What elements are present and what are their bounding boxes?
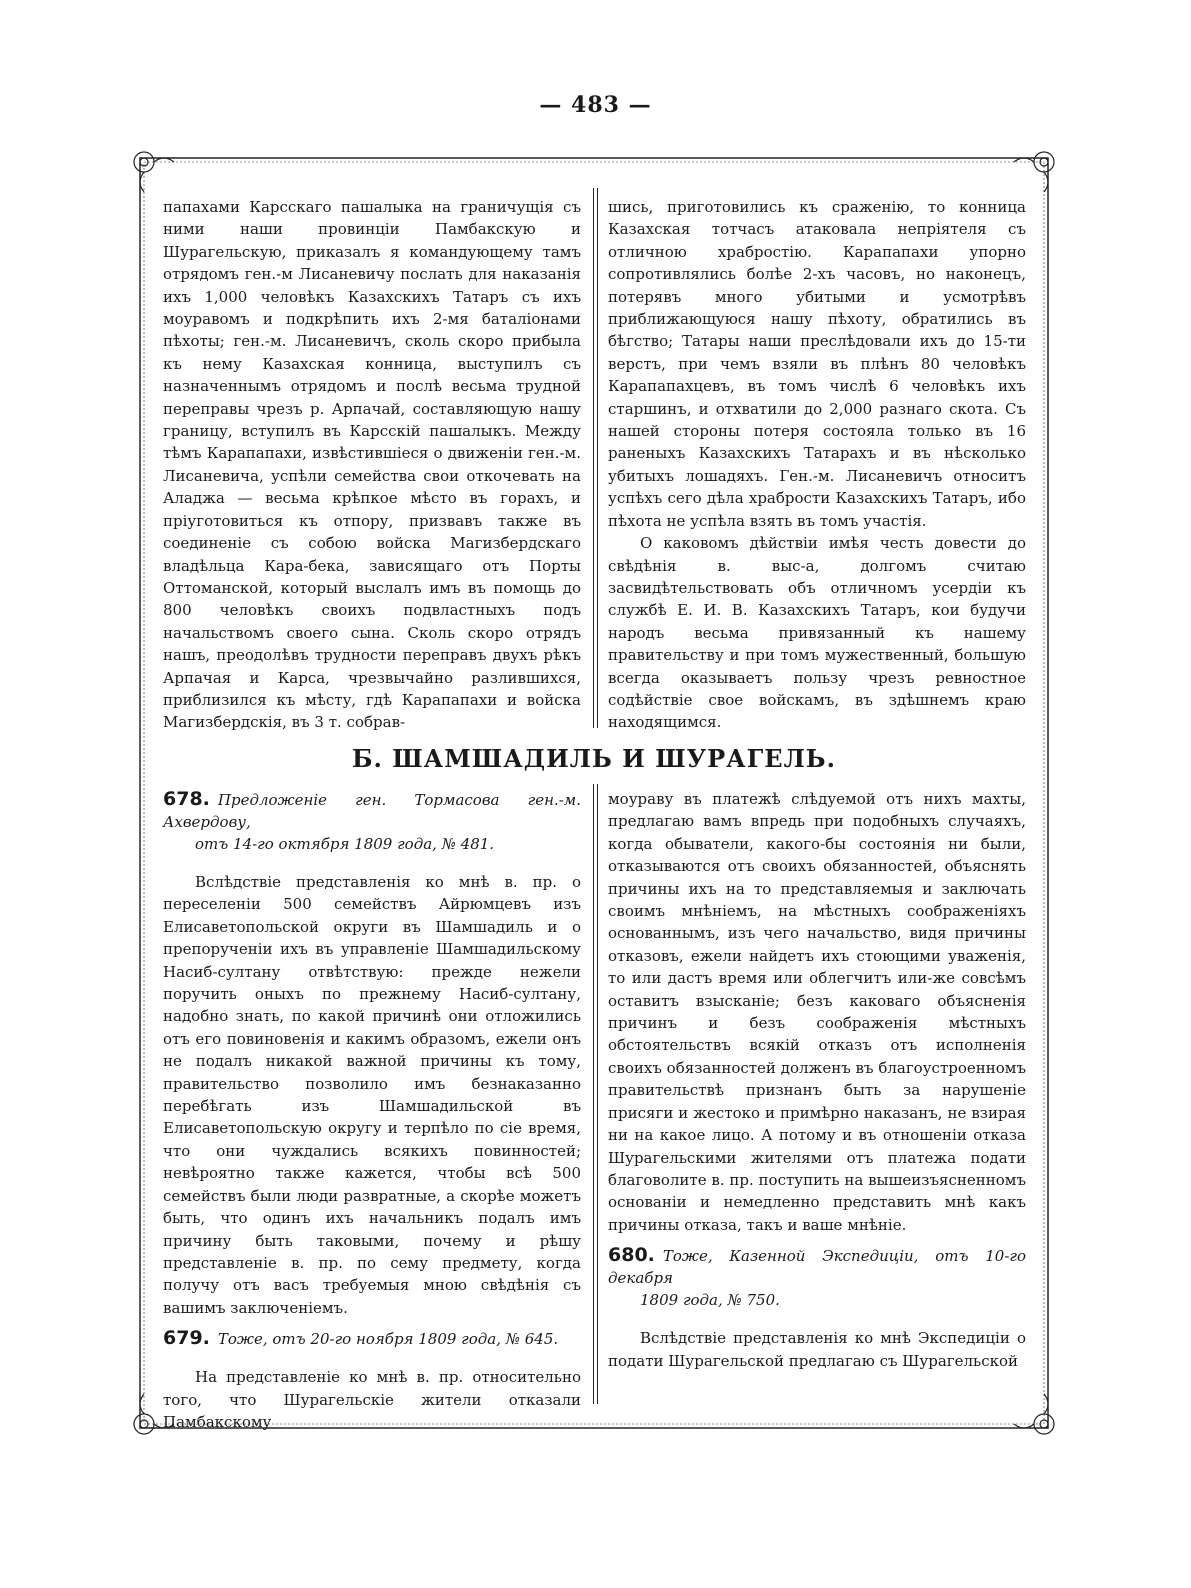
doc-678-heading	[163, 788, 581, 855]
doc-680-heading	[608, 1244, 1026, 1311]
section-title: Б. ШАМШАДИЛЬ И ШУРАГЕЛЬ.	[352, 744, 836, 773]
doc-680-title: Тоже, Казенной Экспедиціи, отъ 10-го декабря	[608, 1247, 1026, 1288]
doc-679-number: 679.	[163, 1327, 210, 1350]
doc-679-heading	[163, 1327, 581, 1350]
doc-679-title: Тоже, отъ 20-го ноября 1809 года, № 645.	[217, 1330, 559, 1349]
doc-678-title: Предложеніе ген. Тормасова ген.-м. Ахвердову,	[163, 791, 581, 831]
top-right-paragraph-2: О каковомъ дѣйствіи имѣя честь довести до свѣдѣнія в. выс-а, долгомъ считаю засвидѣтельствовать объ отличномъ усердіи къ службѣ Е. И. В. Казахскихъ Татаръ, кои будучи народъ весьма привязанный къ нашему правительству и при томъ мужественный, большую всегда оказываетъ пользу чрезъ ревностное содѣйствіе свое войскамъ, въ здѣшнемъ краю находящимся.	[608, 534, 1026, 732]
doc-680-text: Вслѣдствіе представленія ко мнѣ Экспедиціи о подати Шурагельской предлагаю съ Шурагельской	[608, 1329, 1026, 1370]
doc-678-text: Вслѣдствіе представленія ко мнѣ в. пр. о переселеніи 500 семействъ Айрюмцевъ изъ Елисаветопольской округи въ Шамшадиль и о препорученіи ихъ въ управленіе Шамшадильскому Насиб-султану отвѣтствую: прежде нежели поручить оныхъ по прежнему Насиб-султану, надобно знать, по какой причинѣ они отложились отъ его повиновенія и какимъ образомъ, ежели онъ не подалъ никакой важной причины къ тому, правительство позволило имъ безнаказанно перебѣгать изъ Шамшадильской въ Елисаветопольскую округу и терпѣло по сіе время, что они чуждались всякихъ повинностей; невѣроятно также кажется, чтобы всѣ 500 семействъ были люди развратные, а скорѣе можетъ быть, что одинъ ихъ начальникъ подалъ имъ причину быть таковыми, почему и рѣшу представленіе в. пр. по сему предмету, когда получу отъ васъ требуемыя мною свѣдѣнія съ вашимъ заключеніемъ.	[163, 873, 581, 1317]
top-left-column	[163, 196, 581, 734]
doc-678-title-cont: отъ 14-го октября 1809 года, № 481.	[195, 835, 495, 853]
top-right-column	[608, 196, 1026, 734]
column-divider-bottom	[593, 784, 598, 1404]
bottom-right-column	[608, 788, 1026, 1372]
doc-678-number: 678.	[163, 788, 210, 810]
doc-679-text-right: моураву въ платежѣ слѣдуемой отъ нихъ махты, предлагаю вамъ впредь при подобныхъ случаяхъ, когда обыватели, какого-бы состоянія ни были, отказываются отъ своихъ обязанностей, объяснять причины ихъ на то представляемыя и заключать своимъ мнѣніемъ, на мѣстныхъ соображеніяхъ основаннымъ, изъ чего начальство, видя причины отказовъ, ежели найдетъ ихъ стоющими уваженія, то или дастъ время или облегчитъ или-же совсѣмъ оставитъ взысканіе; безъ каковаго объясненія причинъ и безъ соображенія мѣстныхъ обстоятельствъ всякій отказъ отъ исполненія своихъ обязанностей долженъ въ благоустроенномъ правительствѣ признанъ быть за нарушеніе присяги и жестоко и примѣрно наказанъ, не взирая ни на какое лицо. А потому и въ отношеніи отказа Шурагельскими жителями отъ платежа подати благоволите в. пр. поступить на вышеизъясненномъ основаніи и немедленно представить мнѣ какъ причины отказа, такъ и ваше мнѣніе.	[608, 790, 1026, 1234]
ornamental-frame	[130, 148, 1058, 1438]
page-number: — 483 —	[539, 92, 652, 118]
doc-680-number: 680.	[608, 1244, 655, 1267]
column-divider-top	[593, 188, 598, 728]
doc-679-text-left: На представленіе ко мнѣ в. пр. относительно того, что Шурагельскіе жители отказали Памбакскому	[163, 1368, 581, 1431]
doc-680-title-cont: 1809 года, № 750.	[640, 1291, 780, 1310]
top-left-paragraph: папахами Карсскаго пашалыка на граничущія съ ними наши провинціи Памбакскую и Шурагельскую, приказалъ я командующему тамъ отрядомъ ген.-м Лисаневичу послать для наказанія ихъ 1,000 человѣкъ Казахскихъ Татаръ съ ихъ моуравомъ и подкрѣпить ихъ 2-мя баталіонами пѣхоты; ген.-м. Лисаневичъ, сколь скоро прибыла къ нему Казахская конница, выступилъ съ назначеннымъ отрядомъ и послѣ весьма трудной переправы чрезъ р. Арпачай, составляющую нашу границу, вступилъ въ Карсскій пашалыкъ. Между тѣмъ Карапапахи, извѣстившіеся о движеніи ген.-м. Лисаневича, успѣли семейства свои откочевать на Аладжа — весьма крѣпкое мѣсто въ горахъ, и пріуготовиться къ отпору, призвавъ также въ соединеніе съ собою войска Магизбердскаго владѣльца Кара-бека, зависящаго отъ Порты Оттоманской, который выслалъ имъ въ помощь до 800 человѣкъ своихъ подвластныхъ подъ начальствомъ своего сына. Сколь скоро отрядъ нашъ, преодолѣвъ трудности переправъ двухъ рѣкъ Арпачая и Карса, чрезвычайно разлившихся, приблизился къ мѣсту, гдѣ Карапапахи и войска Магизбердскія, въ 3 т. собрав-	[163, 198, 581, 732]
bottom-left-column	[163, 788, 581, 1433]
top-right-paragraph-1: шись, приготовились къ сраженію, то конница Казахская тотчасъ атаковала непріятеля съ отличною храбростію. Карапапахи упорно сопротивлялись болѣе 2-хъ часовъ, но наконецъ, потерявъ много убитыми и усмотрѣвъ приближающуюся нашу пѣхоту, обратились въ бѣгство; Татары наши преслѣдовали ихъ до 15-ти верстъ, при чемъ взяли въ плѣнъ 80 человѣкъ Карапапахцевъ, въ томъ числѣ 6 человѣкъ ихъ старшинъ, и отхватили до 2,000 разнаго скота. Съ нашей стороны потеря состояла только въ 16 раненыхъ Казахскихъ Татарахъ и въ нѣсколько убитыхъ лошадяхъ. Ген.-м. Лисаневичъ относитъ успѣхъ сего дѣла храбрости Казахскихъ Татаръ, ибо пѣхота не успѣла взять въ томъ участія.	[608, 198, 1026, 530]
